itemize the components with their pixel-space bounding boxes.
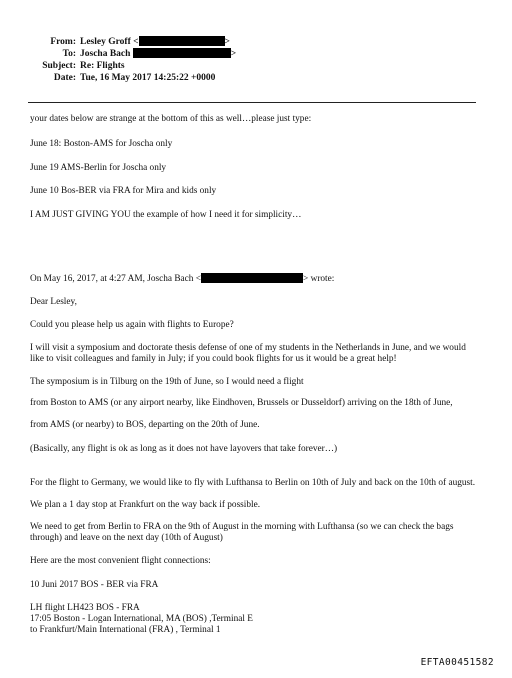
redaction-box — [139, 36, 225, 46]
quoted-paragraph-6: For the flight to Germany, we would like to fly with Lufthansa to Berlin on 10th of July and back on the 10th of august. — [30, 478, 476, 488]
from-name: Lesley Groff < — [80, 37, 139, 47]
quoted-paragraph-3: The symposium is in Tilburg on the 19th of June, so I would need a flight — [30, 377, 304, 387]
document-id: EFTA00451582 — [420, 657, 494, 668]
from-label: From: — [50, 37, 76, 47]
quoted-paragraph-4b: from AMS (or nearby) to BOS, departing on the 20th of June. — [30, 420, 260, 430]
date-value: Tue, 16 May 2017 14:25:22 +0000 — [80, 73, 216, 83]
redaction-box — [201, 273, 303, 283]
to-value — [80, 48, 236, 60]
to-label: To: — [62, 49, 76, 59]
subject-label: Subject: — [42, 61, 76, 71]
date-label: Date: — [53, 73, 76, 83]
itinerary-line-1: June 18: Boston-AMS for Joscha only — [30, 139, 173, 149]
from-tail: > — [224, 37, 230, 47]
quoted-paragraph-4a: from Boston to AMS (or any airport nearby, like Eindhoven, Brussels or Dusseldorf) arriving on the 18th of June, — [30, 398, 453, 408]
to-tail: > — [230, 49, 237, 59]
quoted-paragraph-7: We plan a 1 day stop at Frankfurt on the way back if possible. — [30, 500, 261, 510]
reply-intro: your dates below are strange at the bottom of this as well…please just type: — [30, 114, 312, 124]
quoted-paragraph-5: (Basically, any flight is ok as long as it does not have layovers that take forever…) — [30, 444, 338, 454]
quoted-paragraph-8: We need to get from Berlin to FRA on the 9th of August in the morning with Lufthansa (so we can check the bags through) and leave on the next day (10th of August) — [30, 522, 454, 543]
subject-value: Re: Flights — [80, 61, 125, 71]
from-row — [0, 36, 512, 48]
to-name: Joscha Bach — [80, 49, 131, 59]
from-value — [80, 36, 230, 48]
flight-arrival-line: to Frankfurt/Main International (FRA) , Terminal 1 — [30, 625, 221, 635]
header-divider — [28, 102, 476, 103]
subject-row — [0, 60, 512, 72]
itinerary-line-4: I AM JUST GIVING YOU the example of how I need it for simplicity… — [30, 210, 302, 220]
greeting: Dear Lesley, — [30, 297, 77, 307]
redaction-box — [133, 48, 231, 58]
quote-suffix: > wrote: — [303, 274, 335, 284]
date-row — [0, 72, 512, 84]
quoted-paragraph-9: Here are the most convenient flight connections: — [30, 556, 211, 566]
quoted-paragraph-1: Could you please help us again with flights to Europe? — [30, 320, 234, 330]
quote-attribution — [30, 273, 478, 285]
itinerary-line-2: June 19 AMS-Berlin for Joscha only — [30, 163, 167, 173]
flight-departure-line: 17:05 Boston - Logan International, MA (BOS) ,Terminal E — [30, 614, 253, 624]
quote-prefix: On May 16, 2017, at 4:27 AM, Joscha Bach < — [30, 274, 202, 284]
flight-date-line: 10 Juni 2017 BOS - BER via FRA — [30, 580, 159, 590]
itinerary-line-3: June 10 Bos-BER via FRA for Mira and kids only — [30, 186, 217, 196]
to-row — [0, 48, 512, 60]
quoted-paragraph-2: I will visit a symposium and doctorate thesis defense of one of my students in the Netherlands in June, and we would like to visit colleagues and family in July; if you could book flights for us it would be a great help! — [30, 343, 466, 364]
email-header — [0, 36, 512, 84]
flight-number-line: LH flight LH423 BOS - FRA — [30, 603, 140, 613]
